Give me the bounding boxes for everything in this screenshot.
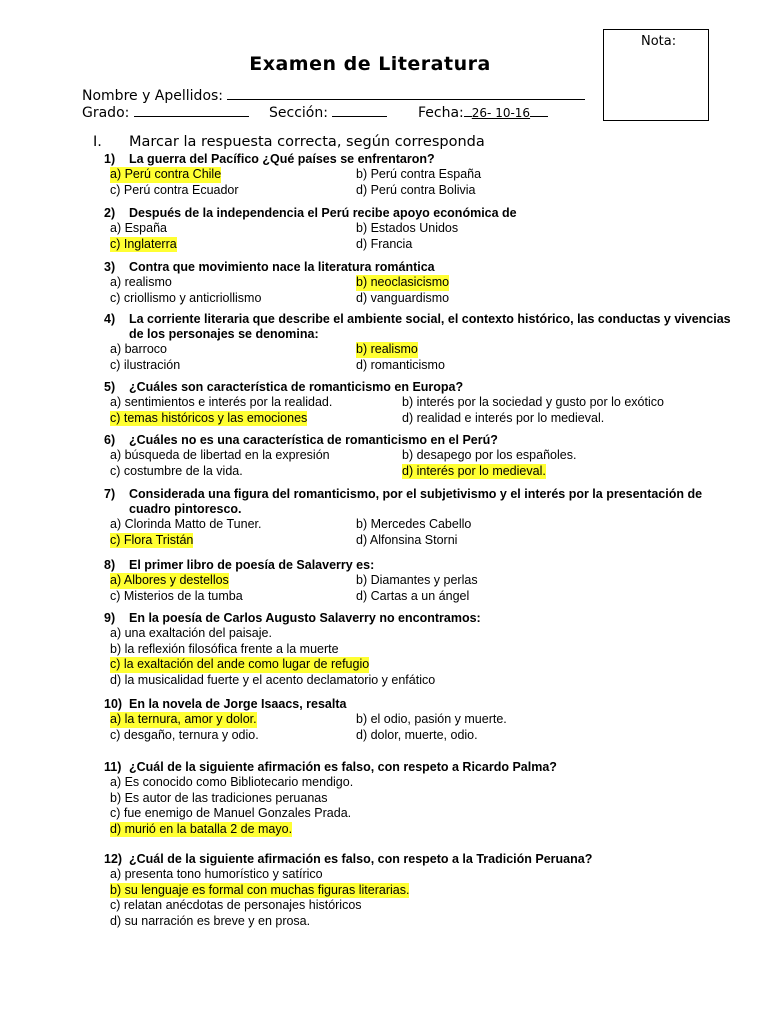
option-d[interactable]: d) la musicalidad fuerte y el acento declamatorio y enfático [110, 672, 436, 687]
option-a[interactable]: a) realismo [110, 275, 172, 289]
question-prompt: En la poesía de Carlos Augusto Salaverry no encontramos: [129, 611, 481, 625]
option-d[interactable]: d) su narración es breve y en prosa. [110, 913, 311, 928]
option-d[interactable]: d) murió en la batalla 2 de mayo. [110, 821, 293, 836]
option-row [104, 806, 744, 822]
question-prompt: Considerada una figura del romanticismo, por el subjetivismo y el interés por la presentación de cuadro pintoresco. [129, 487, 703, 516]
option-row [104, 673, 744, 689]
question-number: 5) [104, 380, 116, 394]
option-b[interactable]: b) el odio, pasión y muerte. [356, 712, 507, 726]
option-row [104, 183, 744, 199]
question-prompt: La corriente literaria que describe el ambiente social, el contexto histórico, las conductas y vivencias de los personajes se denomina: [129, 312, 731, 341]
option-row [104, 822, 744, 838]
question-number: 10) [104, 697, 123, 711]
question-2 [104, 206, 744, 252]
question-text [104, 697, 744, 712]
question-text [104, 852, 744, 867]
option-row [104, 464, 744, 480]
option-b[interactable]: b) Perú contra España [356, 167, 482, 181]
date-label: Fecha: [418, 105, 464, 121]
option-row [104, 411, 744, 427]
option-b[interactable]: b) realismo [356, 342, 418, 356]
question-number: 12) [104, 852, 123, 866]
option-c[interactable]: c) ilustración [110, 357, 181, 372]
option-c[interactable]: c) fue enemigo de Manuel Gonzales Prada. [110, 806, 352, 820]
option-d[interactable]: d) romanticismo [356, 357, 445, 372]
question-1 [104, 152, 744, 198]
option-row [104, 775, 744, 791]
option-b[interactable]: b) Mercedes Cabello [356, 517, 472, 531]
name-line [82, 87, 585, 104]
option-row [104, 898, 744, 914]
option-b[interactable]: b) neoclasicismo [356, 275, 450, 289]
question-6 [104, 433, 744, 479]
question-prompt: ¿Cuál de la siguiente afirmación es falso, con respeto a la Tradición Peruana? [129, 852, 593, 866]
section-label: Sección: [269, 105, 328, 121]
question-12 [104, 852, 744, 929]
question-prompt: ¿Cuáles no es una característica de romanticismo en el Perú? [129, 433, 498, 447]
question-number: 3) [104, 260, 116, 274]
option-b[interactable]: b) Estados Unidos [356, 221, 459, 235]
question-number: 9) [104, 611, 116, 625]
question-number: 4) [104, 312, 116, 326]
option-a[interactable]: a) sentimientos e interés por la realidad. [110, 395, 333, 409]
grade-box [603, 29, 709, 121]
question-11 [104, 760, 744, 837]
grade-line [82, 104, 249, 121]
option-row [104, 533, 744, 549]
option-d[interactable]: d) vanguardismo [356, 290, 450, 305]
question-prompt: ¿Cuál de la siguiente afirmación es falso, con respeto a Ricardo Palma? [129, 760, 557, 774]
option-a[interactable]: a) Perú contra Chile [110, 167, 222, 181]
option-a[interactable]: a) Es conocido como Bibliotecario mendigo. [110, 775, 354, 789]
question-4 [104, 312, 744, 373]
option-c[interactable]: c) Perú contra Ecuador [110, 182, 239, 197]
date-value: 26- 10-16 [471, 106, 531, 120]
section-heading [93, 134, 485, 150]
section-number: I. [93, 134, 102, 150]
option-c[interactable]: c) Flora Tristán [110, 532, 194, 547]
question-text [104, 312, 744, 342]
option-b[interactable]: b) su lenguaje es formal con muchas figuras literarias. [110, 882, 410, 897]
option-d[interactable]: d) dolor, muerte, odio. [356, 727, 478, 742]
option-b[interactable]: b) desapego por los españoles. [402, 448, 577, 462]
question-number: 11) [104, 760, 122, 774]
option-row [104, 657, 744, 673]
question-10 [104, 697, 744, 743]
question-5 [104, 380, 744, 426]
question-prompt: Contra que movimiento nace la literatura romántica [129, 260, 435, 274]
option-d[interactable]: d) Alfonsina Storni [356, 532, 458, 547]
question-prompt: ¿Cuáles son característica de romanticismo en Europa? [129, 380, 464, 394]
grade-label: Grado: [82, 105, 130, 121]
name-label: Nombre y Apellidos: [82, 88, 224, 104]
option-d[interactable]: d) Cartas a un ángel [356, 588, 470, 603]
option-a[interactable]: a) presenta tono humorístico y satírico [110, 867, 323, 881]
option-row [104, 573, 744, 589]
section-line [269, 104, 387, 121]
question-9 [104, 611, 744, 688]
question-8 [104, 558, 744, 604]
question-prompt: La guerra del Pacífico ¿Qué países se enfrentaron? [129, 152, 435, 166]
section-field[interactable] [332, 104, 387, 117]
option-a[interactable]: a) Clorinda Matto de Tuner. [110, 517, 262, 531]
option-a[interactable]: a) barroco [110, 342, 167, 356]
option-b[interactable]: b) Diamantes y perlas [356, 573, 478, 587]
option-row [104, 517, 744, 533]
question-prompt: El primer libro de poesía de Salaverry es: [129, 558, 375, 572]
option-b[interactable]: b) la reflexión filosófica frente a la muerte [110, 641, 339, 656]
question-text [104, 433, 744, 448]
question-text [104, 611, 744, 626]
option-c[interactable]: c) Misterios de la tumba [110, 588, 243, 603]
option-a[interactable]: a) una exaltación del paisaje. [110, 626, 272, 640]
option-row [104, 642, 744, 658]
nota-label: Nota: [641, 34, 677, 49]
option-row [104, 221, 744, 237]
option-c[interactable]: c) Inglaterra [110, 236, 177, 251]
option-row [104, 275, 744, 291]
option-row [104, 291, 744, 307]
question-prompt: Después de la independencia el Perú recibe apoyo económica de [129, 206, 517, 220]
question-7 [104, 487, 744, 548]
option-row [104, 791, 744, 807]
question-number: 1) [104, 152, 116, 166]
option-d[interactable]: d) interés por lo medieval. [402, 463, 546, 478]
option-row [104, 395, 744, 411]
option-row [104, 712, 744, 728]
option-a[interactable]: a) Albores y destellos [110, 573, 229, 587]
option-row [104, 728, 744, 744]
question-number: 8) [104, 558, 116, 572]
option-b[interactable]: b) Es autor de las tradiciones peruanas [110, 790, 328, 805]
option-c[interactable]: c) costumbre de la vida. [110, 463, 243, 478]
question-prompt: En la novela de Jorge Isaacs, resalta [129, 697, 347, 711]
option-d[interactable]: d) Francia [356, 236, 413, 251]
question-text [104, 206, 744, 221]
option-row [104, 342, 744, 358]
option-row [104, 626, 744, 642]
question-number: 6) [104, 433, 116, 447]
name-field[interactable] [227, 87, 585, 100]
question-text [104, 558, 744, 573]
option-row [104, 867, 744, 883]
section-title: Marcar la respuesta correcta, según corresponda [129, 134, 485, 150]
option-c[interactable]: c) desgaño, ternura y odio. [110, 727, 259, 742]
option-row [104, 883, 744, 899]
question-text [104, 152, 744, 167]
question-number: 2) [104, 206, 116, 220]
option-row [104, 448, 744, 464]
option-a[interactable]: a) la ternura, amor y dolor. [110, 712, 257, 726]
option-c[interactable]: c) relatan anécdotas de personajes históricos [110, 898, 362, 912]
grade-field[interactable] [134, 104, 249, 117]
exam-title: Examen de Literatura [249, 53, 491, 75]
option-row [104, 167, 744, 183]
option-row [104, 589, 744, 605]
option-c[interactable]: c) la exaltación del ande como lugar de refugio [110, 657, 370, 671]
question-3 [104, 260, 744, 306]
option-row [104, 914, 744, 930]
question-text [104, 487, 744, 517]
option-d[interactable]: d) realidad e interés por lo medieval. [402, 410, 605, 425]
option-b[interactable]: b) interés por la sociedad y gusto por lo exótico [402, 395, 664, 409]
option-c[interactable]: c) criollismo y anticriollismo [110, 290, 262, 305]
option-a[interactable]: a) búsqueda de libertad en la expresión [110, 448, 330, 462]
question-text [104, 760, 744, 775]
question-text [104, 380, 744, 395]
option-d[interactable]: d) Perú contra Bolivia [356, 182, 476, 197]
question-number: 7) [104, 487, 116, 501]
date-line [418, 104, 548, 121]
option-c[interactable]: c) temas históricos y las emociones [110, 410, 308, 425]
option-a[interactable]: a) España [110, 221, 167, 235]
question-text [104, 260, 744, 275]
option-row [104, 358, 744, 374]
option-row [104, 237, 744, 253]
